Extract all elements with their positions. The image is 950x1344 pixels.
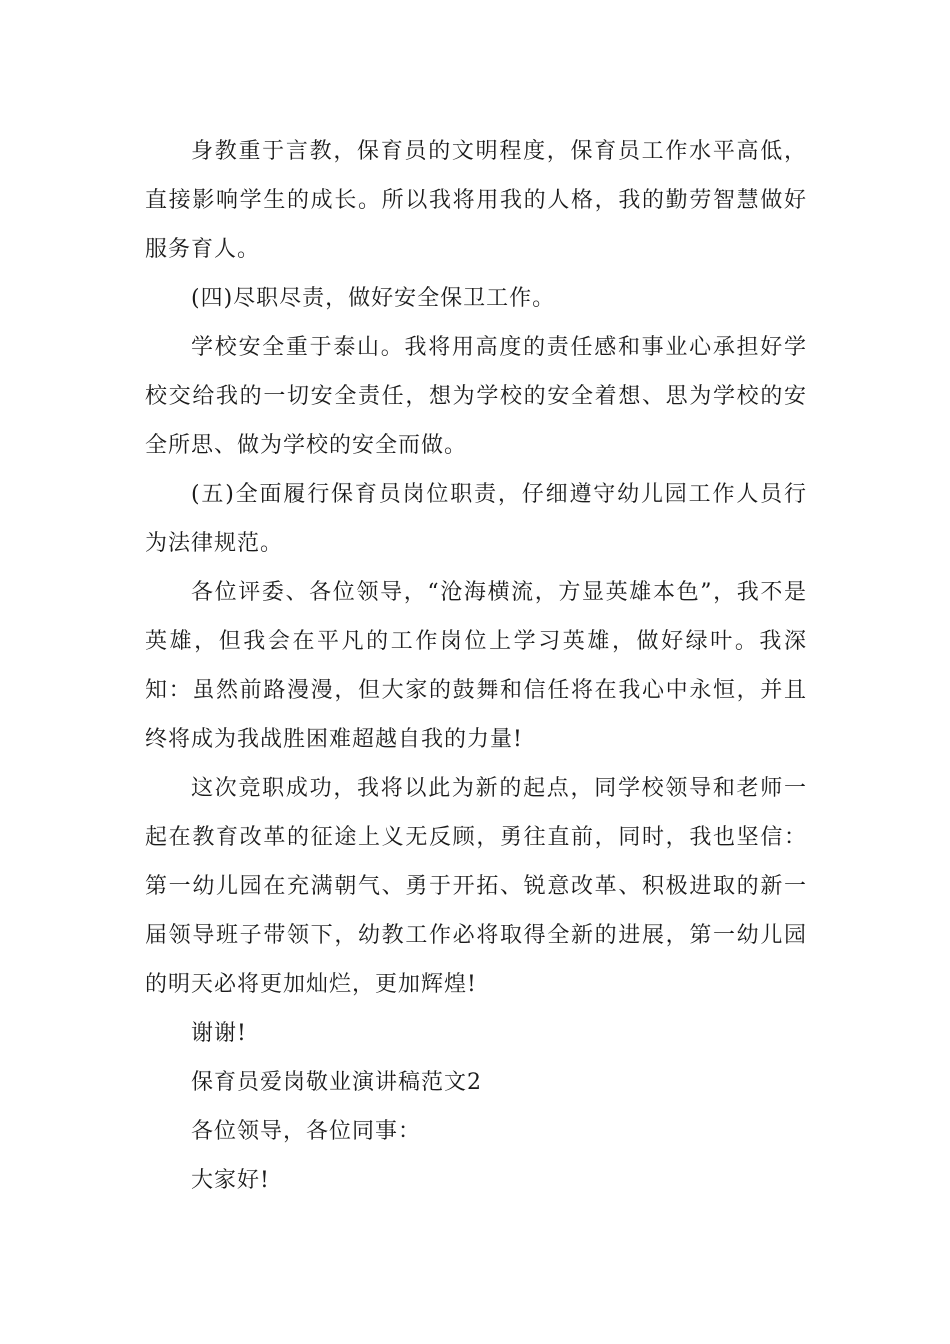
paragraph-heroes: 各位评委、各位领导，“沧海横流，方显英雄本色”，我不是英雄，但我会在平凡的工作岗位上学习英雄，做好绿叶。我深知：虽然前路漫漫，但大家的鼓舞和信任将在我心中永恒，并且终将成为我战胜困难超越自我的力量!	[145, 580, 807, 752]
paragraph-section-four: (四)尽职尽责，做好安全保卫工作。	[191, 286, 556, 311]
paragraph-thanks: 谢谢!	[191, 1021, 247, 1046]
section-title: 保育员爱岗敬业演讲稿范文2	[191, 1070, 482, 1095]
paragraph-greeting-colleagues: 各位领导，各位同事：	[191, 1119, 422, 1144]
paragraph-school-safety: 学校安全重于泰山。我将用高度的责任感和事业心承担好学校交给我的一切安全责任，想为学校的安全着想、思为学校的安全所思、做为学校的安全而做。	[145, 335, 807, 458]
paragraph-serve-educate: 身教重于言教，保育员的文明程度，保育员工作水平高低，直接影响学生的成长。所以我将用我的人格，我的勤劳智慧做好服务育人。	[145, 139, 807, 262]
document-body	[145, 127, 807, 1205]
paragraph-new-start: 这次竞职成功，我将以此为新的起点，同学校领导和老师一起在教育改革的征途上义无反顾，勇往直前，同时，我也坚信：第一幼儿园在充满朝气、勇于开拓、锐意改革、积极进取的新一届领导班子带领下，幼教工作必将取得全新的进展，第一幼儿园的明天必将更加灿烂，更加辉煌!	[145, 776, 807, 997]
paragraph-section-five: (五)全面履行保育员岗位职责，仔细遵守幼儿园工作人员行为法律规范。	[145, 482, 807, 556]
paragraph-hello: 大家好!	[191, 1168, 270, 1193]
